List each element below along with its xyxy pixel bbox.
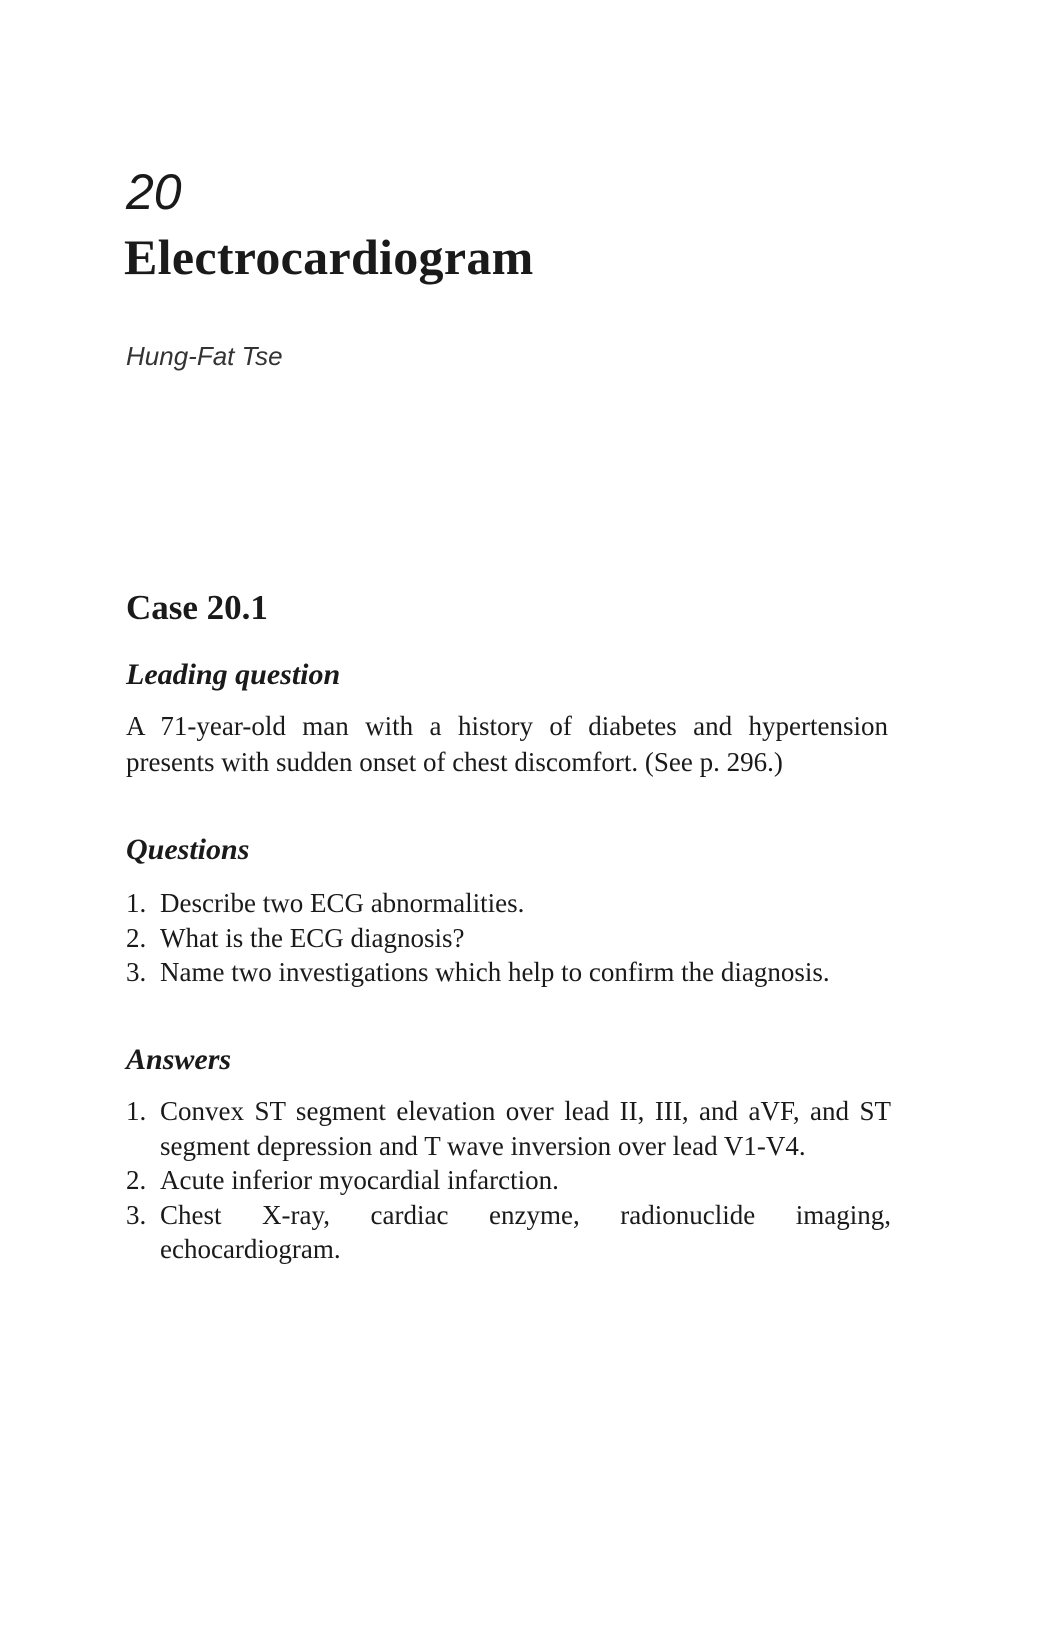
list-item bbox=[126, 1094, 891, 1163]
answers-list bbox=[126, 1094, 891, 1267]
item-text: Chest X-ray, cardiac enzyme, radionuclide imaging, echocardiogram. bbox=[160, 1199, 891, 1264]
list-item bbox=[126, 1163, 891, 1198]
questions-heading: Questions bbox=[126, 833, 250, 866]
chapter-title: Electrocardiogram bbox=[124, 229, 534, 285]
list-item bbox=[126, 886, 891, 921]
item-text: Acute inferior myocardial infarction. bbox=[160, 1165, 559, 1195]
item-text: Describe two ECG abnormalities. bbox=[160, 888, 525, 918]
chapter-author: Hung-Fat Tse bbox=[126, 341, 283, 371]
item-text: Name two investigations which help to confirm the diagnosis. bbox=[160, 957, 830, 987]
item-number: 2. bbox=[126, 1165, 147, 1195]
leading-question-text: A 71-year-old man with a history of diabetes and hypertension presents with sudden onset of chest discomfort. (See p. 296.) bbox=[126, 711, 888, 777]
case-title: Case 20.1 bbox=[126, 588, 268, 627]
item-number: 2. bbox=[126, 922, 147, 953]
item-text: Convex ST segment elevation over lead II, III, and aVF, and ST segment depression and T wave inversion over lead V1-V4. bbox=[160, 1096, 891, 1161]
list-item bbox=[126, 921, 891, 956]
questions-list bbox=[126, 886, 891, 990]
item-number: 1. bbox=[126, 888, 147, 918]
item-number: 3. bbox=[126, 1199, 147, 1230]
chapter-number: 20 bbox=[126, 164, 182, 220]
answers-heading: Answers bbox=[126, 1043, 232, 1076]
leading-question-heading: Leading question bbox=[126, 658, 341, 691]
item-text: What is the ECG diagnosis? bbox=[160, 922, 465, 953]
item-number: 1. bbox=[126, 1096, 147, 1126]
list-item bbox=[126, 955, 891, 990]
list-item bbox=[126, 1198, 891, 1267]
item-number: 3. bbox=[126, 957, 147, 987]
